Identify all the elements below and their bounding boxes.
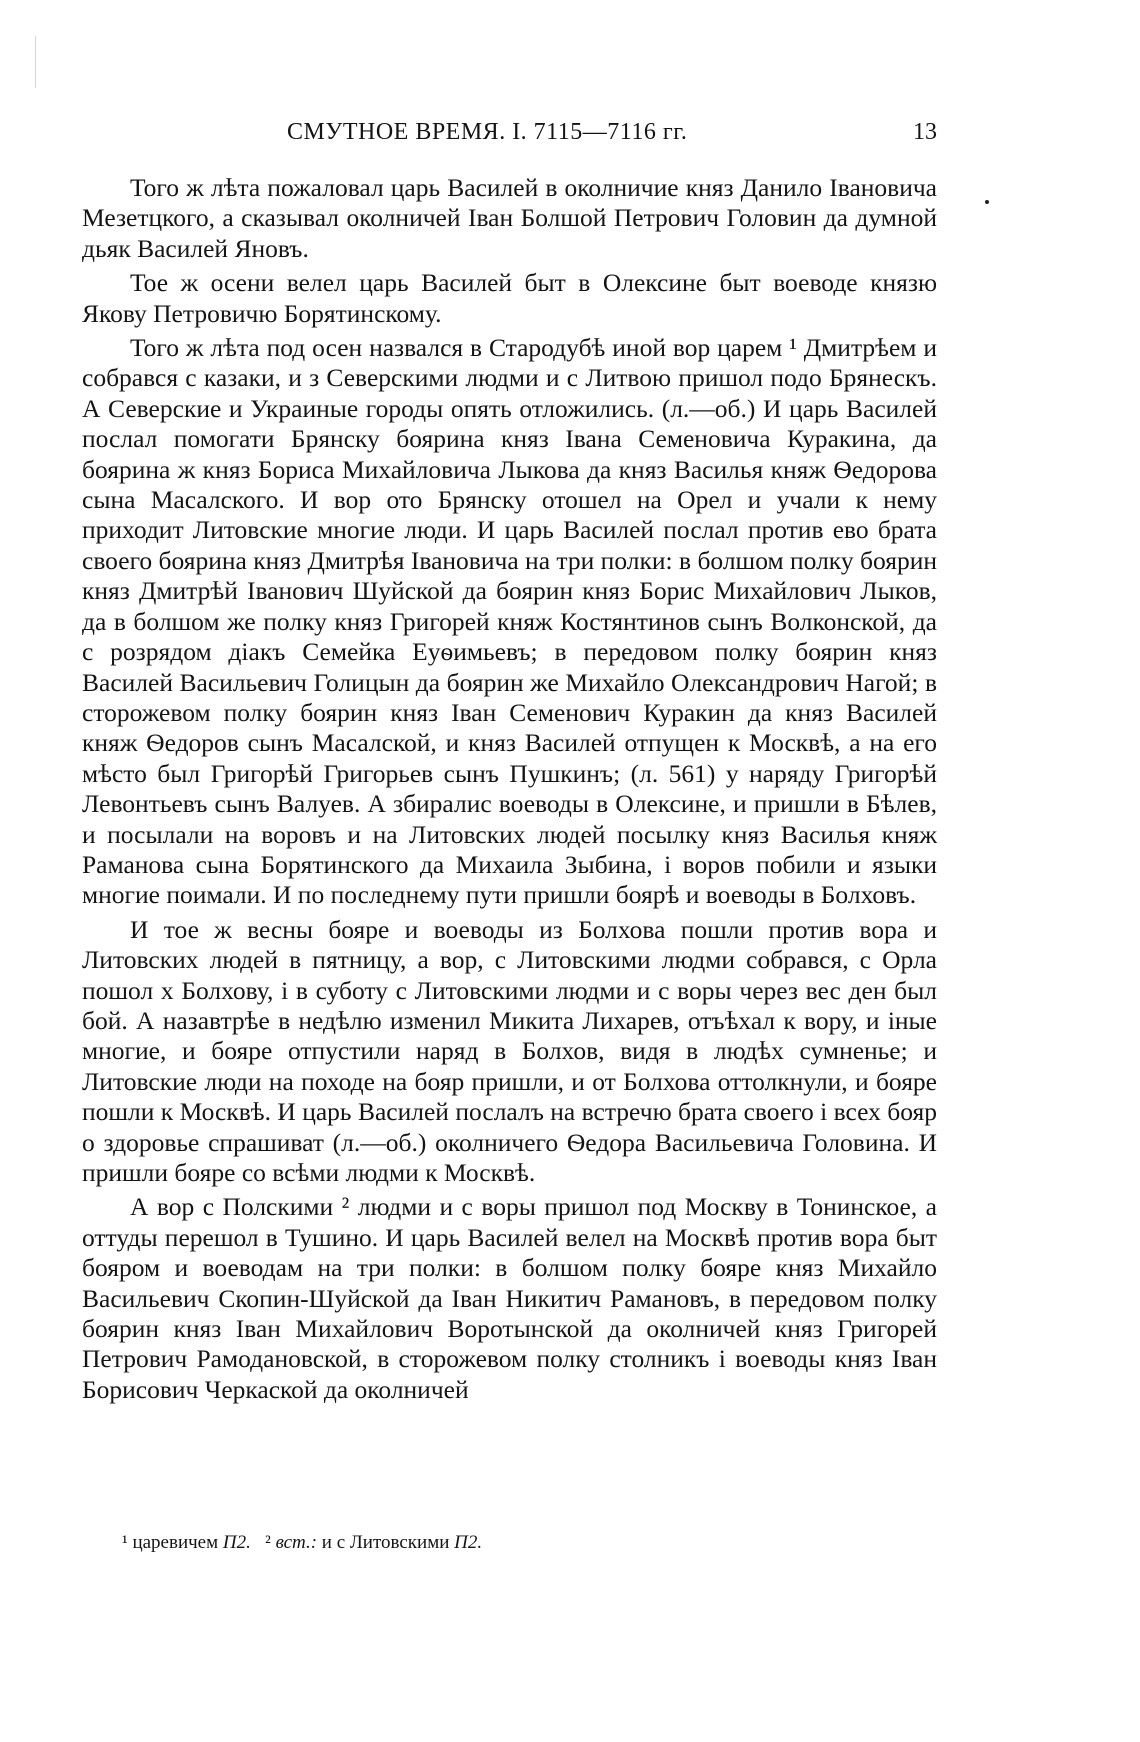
footnote-2-source: П2. (454, 1532, 483, 1553)
running-title: СМУТНОЕ ВРЕМЯ. I. 7115—7116 гг. (287, 119, 688, 145)
page-header (82, 119, 937, 153)
footnote-1-text: царевичем (132, 1532, 219, 1553)
page-number: 13 (913, 119, 937, 145)
footnote-2-label: вст.: (275, 1532, 318, 1553)
scan-margin-mark (35, 36, 36, 88)
footnote-2-text: и с Литовскими (321, 1532, 450, 1553)
footnote-1-mark: ¹ (122, 1532, 128, 1553)
footnote-2-mark: ² (265, 1532, 271, 1553)
footnote-1-source: П2. (222, 1532, 251, 1553)
paragraph-4: И тое ж весны бояре и воеводы из Болхова пошли против вора и Литовских людей в пятницу, а вор, с Литовскими людми собрався, с Орла пошол х Болхову, і в суботу с Литовскими людми и с воры через вес ден был бой. А назавтрѣе в недѣлю изменил Микита Лихарев, отъѣхал к вору, и іные многие, и бояре отпустили наряд в Болхов, видя в людѣх сумненье; и Литовские люди на походе на бояр пришли, и от Болхова оттолкнули, и бояре пошли к Москвѣ. И царь Василей послалъ на встречю брата своего і всех бояр о здоровье спрашиват (л.—об.) околничего Ѳедора Васильевича Головина. И пришли бояре со всѣми людми к Москвѣ. (82, 914, 937, 1187)
paragraph-3: Того ж лѣта под осен назвался в Стародубѣ иной вор царем ¹ Дмитрѣем и собрався с казаки, и з Северскими людми и с Литвою пришол подо Брянескъ. А Северские и Украиные городы опять отложились. (л.—об.) И царь Василей послал помогати Брянску боярина княз Івана Семеновича Куракина, да боярина ж княз Бориса Михайловича Лыкова да княз Василья княж Ѳедорова сына Масалского. И вор ото Брянску отошел на Орел и учали к нему приходит Литовские многие люди. И царь Василей послал против ево брата своего боярина княз Дмитрѣя Івановича на три полки: в болшом полку боярин княз Дмитрѣй Іванович Шуйской да боярин княз Борис Михайлович Лыков, да в болшом же полку княз Григорей княж Костянтинов сынъ Волконской, да с розрядом діакъ Семейка Еуѳимьевъ; в передовом полку боярин княз Василей Васильевич Голицын да боярин же Михайло Олександрович Нагой; в сторожевом полку боярин княз Іван Семенович Куракин да княз Василей княж Ѳедоров сынъ Масалской, и княз Василей отпущен к Москвѣ, а на его мѣсто был Григорѣй Григорьев сынъ Пушкинъ; (л. 561) у наряду Григорѣй Левонтьевъ сынъ Валуев. А збиралис воеводы в Олексине, и пришли в Бѣлев, и посылали на воровъ и на Литовских людей посылку княз Василья княж Раманова сына Борятинского да Михаила Зыбина, і воров побили и языки многие поимали. И по последнему пути пришли боярѣ и воеводы в Болховъ. (82, 333, 937, 910)
paragraph-1: Того ж лѣта пожаловал царь Василей в околничие княз Данило Івановича Мезетцкого, а сказывал околничей Іван Болшой Петрович Головин да думной дьяк Василей Яновъ. (82, 173, 937, 263)
footnotes (122, 1531, 937, 1555)
scan-dot-mark (985, 200, 989, 204)
paragraph-2: Тое ж осени велел царь Василей быт в Олексине быт воеводе князю Якову Петровичю Борятинскому. (82, 268, 937, 328)
body-text (82, 173, 937, 1409)
paragraph-5: А вор с Полскими ² людми и с воры пришол под Москву в Тонинское, а оттуды перешол в Тушино. И царь Василей велел на Москвѣ против вора быт бояром и воеводам на три полки: в болшом полку бояре княз Михайло Васильевич Скопин-Шуйской да Іван Никитич Рамановъ, в передовом полку боярин княз Іван Михайлович Воротынской да околничей княз Григорей Петрович Рамодановской, в сторожевом полку столникъ і воеводы княз Іван Борисович Черкаской да околничей (82, 1192, 937, 1404)
